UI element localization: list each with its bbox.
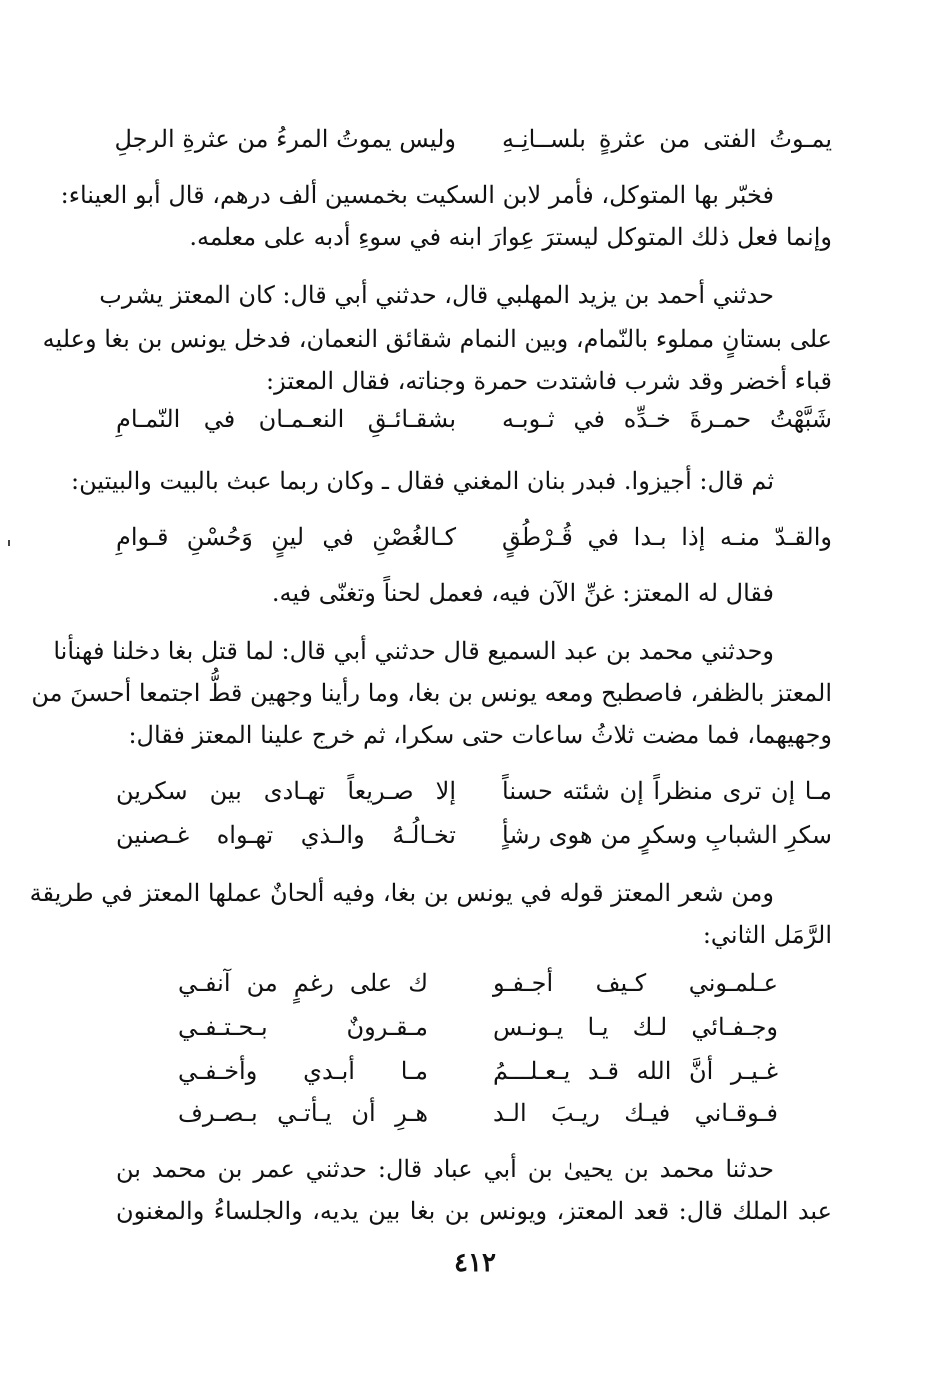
verse-line	[178, 1054, 778, 1092]
paragraph-line: وإنما فعل ذلك المتوكل ليسترَ عِوارَ ابنه في سوءِ أدبه على معلمه.	[189, 223, 832, 251]
verse-line	[178, 1010, 778, 1048]
verse-first-hemistich: عـلمـوني كـيف أجـفـو	[493, 969, 778, 997]
verse-first-hemistich: شَبَّهْتُ حمـرةَ خـدِّه في ثـوبـه	[502, 405, 832, 433]
paragraph-line: عبد الملك قال: قعد المعتز، ويونس بن بغا بين يديه، والجلساءُ والمغنون	[116, 1197, 832, 1225]
verse-line	[116, 520, 832, 558]
verse-second-hemistich: كـالغُصْنِ في لينٍ وَحُسْنِ قـوامِ	[116, 523, 456, 551]
verse-line	[178, 966, 778, 1004]
verse-second-hemistich: مـا أبـدي وأخـفـي	[178, 1057, 428, 1085]
paragraph-line: وحدثني محمد بن عبد السميع قال حدثني أبي قال: لما قتل بغا دخلنا فهنأنا	[53, 637, 774, 665]
verse-first-hemistich: والقـدّ منـه إذا بـدا في قُـرْطُقٍ	[502, 523, 832, 551]
paragraph-line: فخبّر بها المتوكل، فأمر لابن السكيت بخمسين ألف درهم، قال أبو العيناء:	[60, 181, 774, 209]
paragraph-line: ثم قال: أجيزوا. فبدر بنان المغني فقال ـ وكان ربما عبث بالبيت والبيتين:	[70, 467, 774, 495]
margin-mark	[8, 540, 10, 546]
verse-line	[116, 818, 832, 856]
verse-line	[116, 402, 832, 440]
paragraph-line: وجهيهما، فما مضت ثلاثُ ساعات حتى سكرا، ثم خرج علينا المعتز فقال:	[128, 721, 832, 749]
verse-first-hemistich: سكرِ الشبابِ وسكرٍ من هوى رشأٍ	[502, 821, 832, 849]
paragraph-line: ومن شعر المعتز قوله في يونس بن بغا، وفيه ألحانٌ عملها المعتز في طريقة	[29, 879, 774, 907]
verse-line	[178, 1096, 778, 1134]
verse-first-hemistich: فـوقـاني فيـك ريـبَ الـد	[493, 1099, 778, 1127]
paragraph-line: حدثنا محمد بن يحيىٰ بن أبي عباد قال: حدثني عمر بن محمد بن	[116, 1155, 774, 1183]
verse-second-hemistich: وليس يموتُ المرءُ من عثرةِ الرجلِ	[114, 125, 456, 153]
paragraph-line: قباء أخضر وقد شرب فاشتدت حمرة وجناته، فقال المعتز:	[265, 367, 832, 395]
verse-second-hemistich: تخـالُـهُ والـذي تهـواه غـصنين	[116, 821, 456, 849]
paragraph-line: على بستانٍ مملوء بالنّمام، وبين النمام شقائق النعمان، فدخل يونس بن بغا وعليه	[42, 325, 832, 353]
verse-first-hemistich: غـيـر أنَّ الله قـد يـعـلـــمُ	[493, 1057, 778, 1085]
verse-second-hemistich: ك على رغمٍ من آنفـي	[178, 969, 428, 997]
verse-second-hemistich: مـقـرونٌ بـحـتـفـي	[178, 1013, 428, 1041]
verse-line	[116, 122, 832, 160]
paragraph-line: المعتز بالظفر، فاصطبح ومعه يونس بن بغا، وما رأينا وجهين قطُّ اجتمعا أحسنَ من	[31, 679, 832, 707]
verse-second-hemistich: إلا صـريعاً تهـادى بين سكرين	[116, 777, 456, 805]
paragraph-line: حدثني أحمد بن يزيد المهلبي قال، حدثني أبي قال: كان المعتز يشرب	[99, 281, 774, 309]
verse-line	[116, 774, 832, 812]
verse-first-hemistich: وجـفـائي لـك يـا يـونـس	[493, 1013, 778, 1041]
verse-first-hemistich: يمـوتُ الفتى من عثرةٍ بلســانِـهِ	[502, 125, 832, 153]
paragraph-line: فقال له المعتز: غنِّ الآن فيه، فعمل لحناً وتغنّى فيه.	[271, 579, 774, 607]
verse-first-hemistich: مـا إن ترى منظراً إن شئته حسناً	[502, 777, 832, 805]
verse-second-hemistich: بشقـائـقِ النعـمـان في النّمـامِ	[116, 405, 456, 433]
verse-second-hemistich: هـرِ أن يـأتـي بـصـرف	[178, 1099, 428, 1127]
page-number: ٤١٢	[454, 1248, 496, 1278]
paragraph-line: الرَّمَل الثاني:	[702, 921, 832, 949]
